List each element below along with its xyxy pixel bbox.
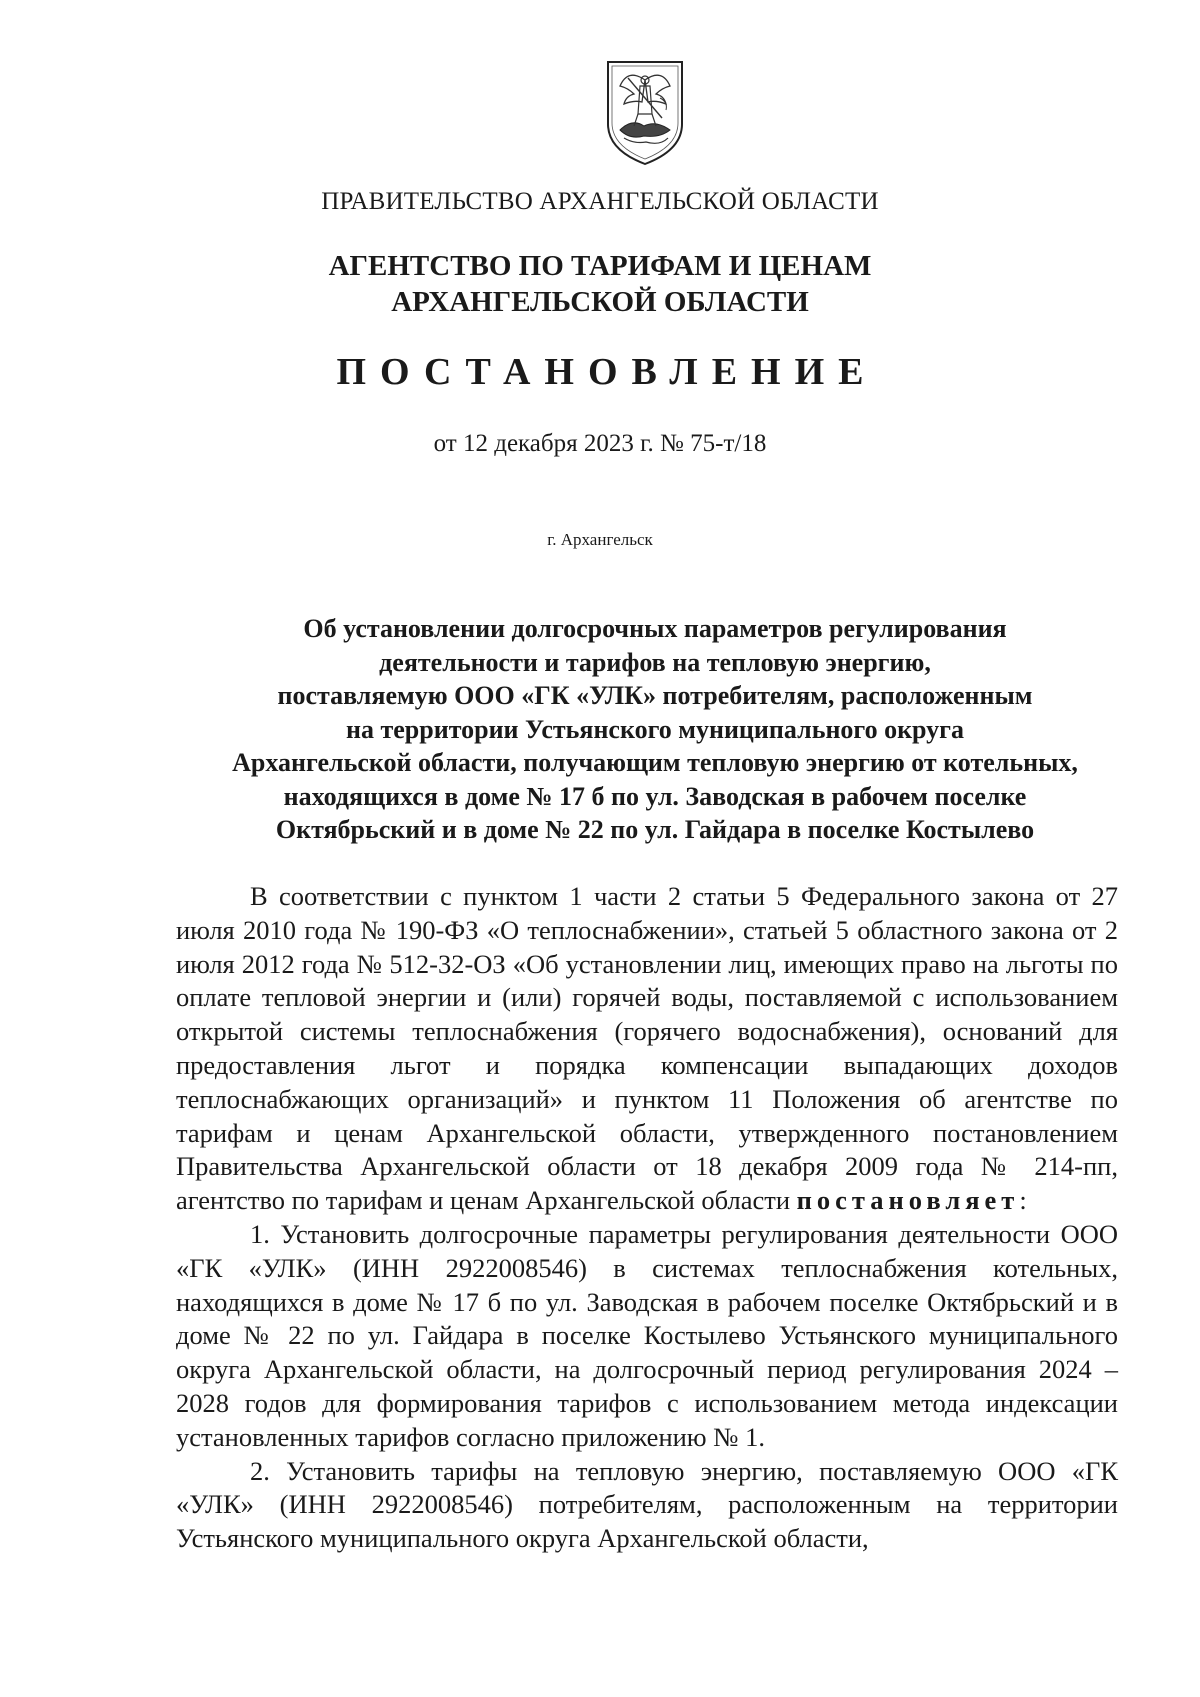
clause-2-paragraph: 2. Установить тарифы на тепловую энергию, поставляемую ООО «ГК «УЛК» (ИНН 2922008546) потребителям, расположенным на территории Устьянского муниципального округа Архангельской области,: [176, 1455, 1118, 1554]
subject-line: поставляемую ООО «ГК «УЛК» потребителям, расположенным: [277, 681, 1033, 710]
resolves-suffix: :: [1019, 1185, 1027, 1216]
document-type-title: ПОСТАНОВЛЕНИЕ: [336, 351, 878, 393]
preamble-text: В соответствии с пунктом 1 части 2 статьи 5 Федерального закона от 27 июля 2010 года № 190-ФЗ «О теплоснабжении», статьей 5 областного закона от 2 июля 2012 года № 512-32-ОЗ «Об установлении лиц, имеющих право на льготы по оплате тепловой энергии и (или) горячей воды, поставляемой с использованием открытой системы теплоснабжения (горячего водоснабжения), оснований для предоставления льгот и порядка компенсации выпадающих доходов теплоснабжающих организаций» и пунктом 11 Положения об агентстве по тарифам и ценам Архангельской области, утвержденного постановлением Правительства Архангельской области от 18 декабря 2009 года № 214-пп, агентство по тарифам и ценам Архангельской области: [176, 881, 1118, 1216]
agency-name-line-1: АГЕНТСТВО ПО ТАРИФАМ И ЦЕНАМ: [328, 250, 872, 282]
document-date-number: от 12 декабря 2023 г. № 75-т/18: [433, 430, 767, 457]
subject-line: Об установлении долгосрочных параметров регулирования: [303, 614, 1007, 643]
subject-line: на территории Устьянского муниципального округа: [346, 714, 964, 744]
preamble-paragraph: [176, 880, 1118, 1218]
subject-line: деятельности и тарифов на тепловую энергию,: [379, 647, 931, 677]
document-body: [176, 880, 1118, 1556]
subject-line: Октябрьский и в доме № 22 по ул. Гайдара в поселке Костылево: [275, 815, 1035, 844]
resolves-word: постановляет: [796, 1185, 1020, 1216]
agency-name-line-2: АРХАНГЕЛЬСКОЙ ОБЛАСТИ: [391, 286, 809, 318]
subject-line: находящихся в доме № 17 б по ул. Заводская в рабочем поселке: [283, 781, 1027, 811]
coat-of-arms-icon: [604, 58, 686, 168]
agency-name: [0, 248, 1200, 320]
subject-line: Архангельской области, получающим тепловую энергию от котельных,: [232, 748, 1078, 777]
government-name: ПРАВИТЕЛЬСТВО АРХАНГЕЛЬСКОЙ ОБЛАСТИ: [321, 188, 879, 215]
document-subject: [180, 612, 1130, 847]
clause-1-paragraph: 1. Установить долгосрочные параметры регулирования деятельности ООО «ГК «УЛК» (ИНН 2922008546) в системах теплоснабжения котельных, находящихся в доме № 17 б по ул. Заводская в рабочем поселке Октябрьский и в доме № 22 по ул. Гайдара в поселке Костылево Устьянского муниципального округа Архангельской области, на долгосрочный период регулирования 2024 – 2028 годов для формирования тарифов с использованием метода индексации установленных тарифов согласно приложению № 1.: [176, 1218, 1118, 1452]
document-city: г. Архангельск: [547, 530, 653, 549]
